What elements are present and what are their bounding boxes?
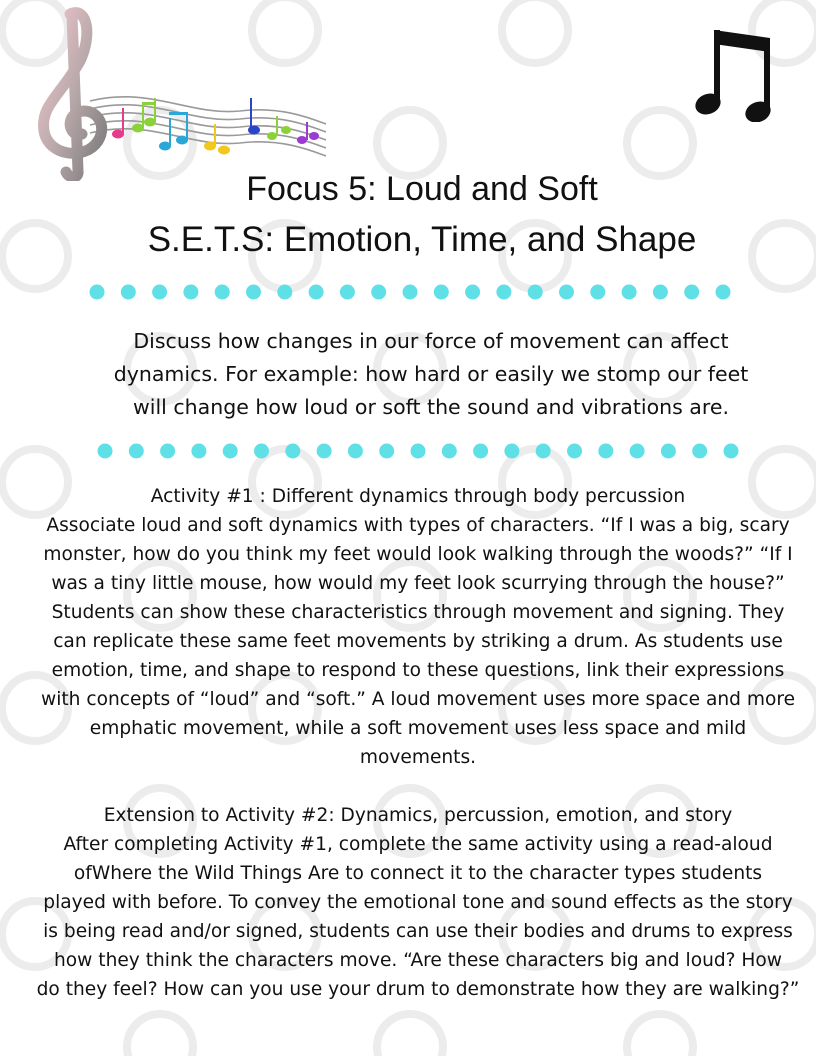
divider-dot — [661, 444, 676, 459]
divider-dot — [403, 285, 418, 300]
divider-dot — [724, 444, 739, 459]
divider-dot — [442, 444, 457, 459]
activity-1-line: was a tiny little mouse, how would my feet look scurrying through the house?” — [51, 573, 785, 594]
background-ring — [377, 110, 443, 176]
divider-dot — [536, 444, 551, 459]
activity-2-line: do they feel? How can you use your drum to demonstrate how they are walking?” — [36, 979, 800, 1000]
divider-dots-bottom — [0, 441, 816, 461]
divider-dot — [653, 285, 668, 300]
activity-1-line: emotion, time, and shape to respond to these questions, link their expressions — [51, 660, 785, 681]
activity-2-line: After completing Activity #1, complete the same activity using a read-aloud — [63, 834, 773, 855]
divider-dot — [277, 285, 292, 300]
activity-1-line: movements. — [359, 747, 477, 768]
divider-dot — [348, 444, 363, 459]
divider-dot — [129, 444, 144, 459]
divider-dot — [567, 444, 582, 459]
divider-dot — [254, 444, 269, 459]
intro-line: will change how loud or soft the sound and vibrations are. — [133, 395, 729, 419]
divider-dot — [716, 285, 731, 300]
divider-dot — [465, 285, 480, 300]
background-ring — [127, 1014, 193, 1056]
activity-1-line: emphatic movement, while a soft movement uses less space and mild — [89, 718, 747, 739]
page-subtitle: S.E.T.S: Emotion, Time, and Shape — [147, 220, 697, 259]
background-ring — [502, 0, 568, 63]
divider-dot — [191, 444, 206, 459]
divider-dot — [285, 444, 300, 459]
divider-dot — [317, 444, 332, 459]
intro-line: dynamics. For example: how hard or easily we stomp our feet — [113, 362, 749, 386]
divider-dot — [309, 285, 324, 300]
divider-dot — [496, 285, 511, 300]
divider-dot — [90, 285, 105, 300]
activity-1-line: Students can show these characteristics through movement and signing. They — [51, 602, 785, 623]
divider-dot — [246, 285, 261, 300]
background-ring — [377, 1014, 443, 1056]
activity-1-line: monster, how do you think my feet would look walking through the woods?” “If I — [43, 544, 793, 565]
divider-dots-top — [0, 282, 816, 302]
divider-dot — [630, 444, 645, 459]
divider-dot — [528, 285, 543, 300]
divider-dot — [590, 285, 605, 300]
divider-dot — [98, 444, 113, 459]
treble-clef-staff-icon — [30, 6, 330, 181]
divider-dot — [371, 285, 386, 300]
divider-dot — [598, 444, 613, 459]
divider-dot — [504, 444, 519, 459]
divider-dot — [684, 285, 699, 300]
divider-dot — [434, 285, 449, 300]
activity-2-line: is being read and/or signed, students can use their bodies and drums to express — [43, 921, 793, 942]
activity-2-line: played with before. To convey the emotional tone and sound effects as the story — [43, 892, 793, 913]
beamed-eighth-notes-icon — [692, 22, 778, 122]
divider-dot — [692, 444, 707, 459]
background-ring — [627, 1014, 693, 1056]
activity-1-section — [18, 482, 816, 772]
divider-dot — [340, 285, 355, 300]
divider-dot — [152, 285, 167, 300]
divider-dot — [121, 285, 136, 300]
activity-2-heading: Extension to Activity #2: Dynamics, percussion, emotion, and story — [103, 805, 733, 826]
divider-dot — [215, 285, 230, 300]
page-title: Focus 5: Loud and Soft — [246, 170, 598, 208]
background-ring — [627, 110, 693, 176]
activity-1-line: can replicate these same feet movements by striking a drum. As students use — [53, 631, 783, 652]
divider-dot — [223, 444, 238, 459]
intro-line: Discuss how changes in our force of movement can affect — [133, 329, 729, 353]
divider-dot — [379, 444, 394, 459]
activity-1-line: Associate loud and soft dynamics with types of characters. “If I was a big, scary — [46, 515, 790, 536]
divider-dot — [473, 444, 488, 459]
activity-2-section — [18, 801, 816, 1004]
divider-dot — [411, 444, 426, 459]
divider-dot — [160, 444, 175, 459]
divider-dot — [559, 285, 574, 300]
activity-2-line: ofWhere the Wild Things Are to connect it to the character types students — [73, 863, 763, 884]
intro-text — [60, 325, 802, 424]
activity-2-line: how they think the characters move. “Are these characters big and loud? How — [54, 950, 782, 971]
activity-1-line: with concepts of “loud” and “soft.” A loud movement uses more space and more — [40, 689, 796, 710]
activity-1-heading: Activity #1 : Different dynamics through body percussion — [150, 486, 686, 507]
divider-dot — [183, 285, 198, 300]
divider-dot — [622, 285, 637, 300]
